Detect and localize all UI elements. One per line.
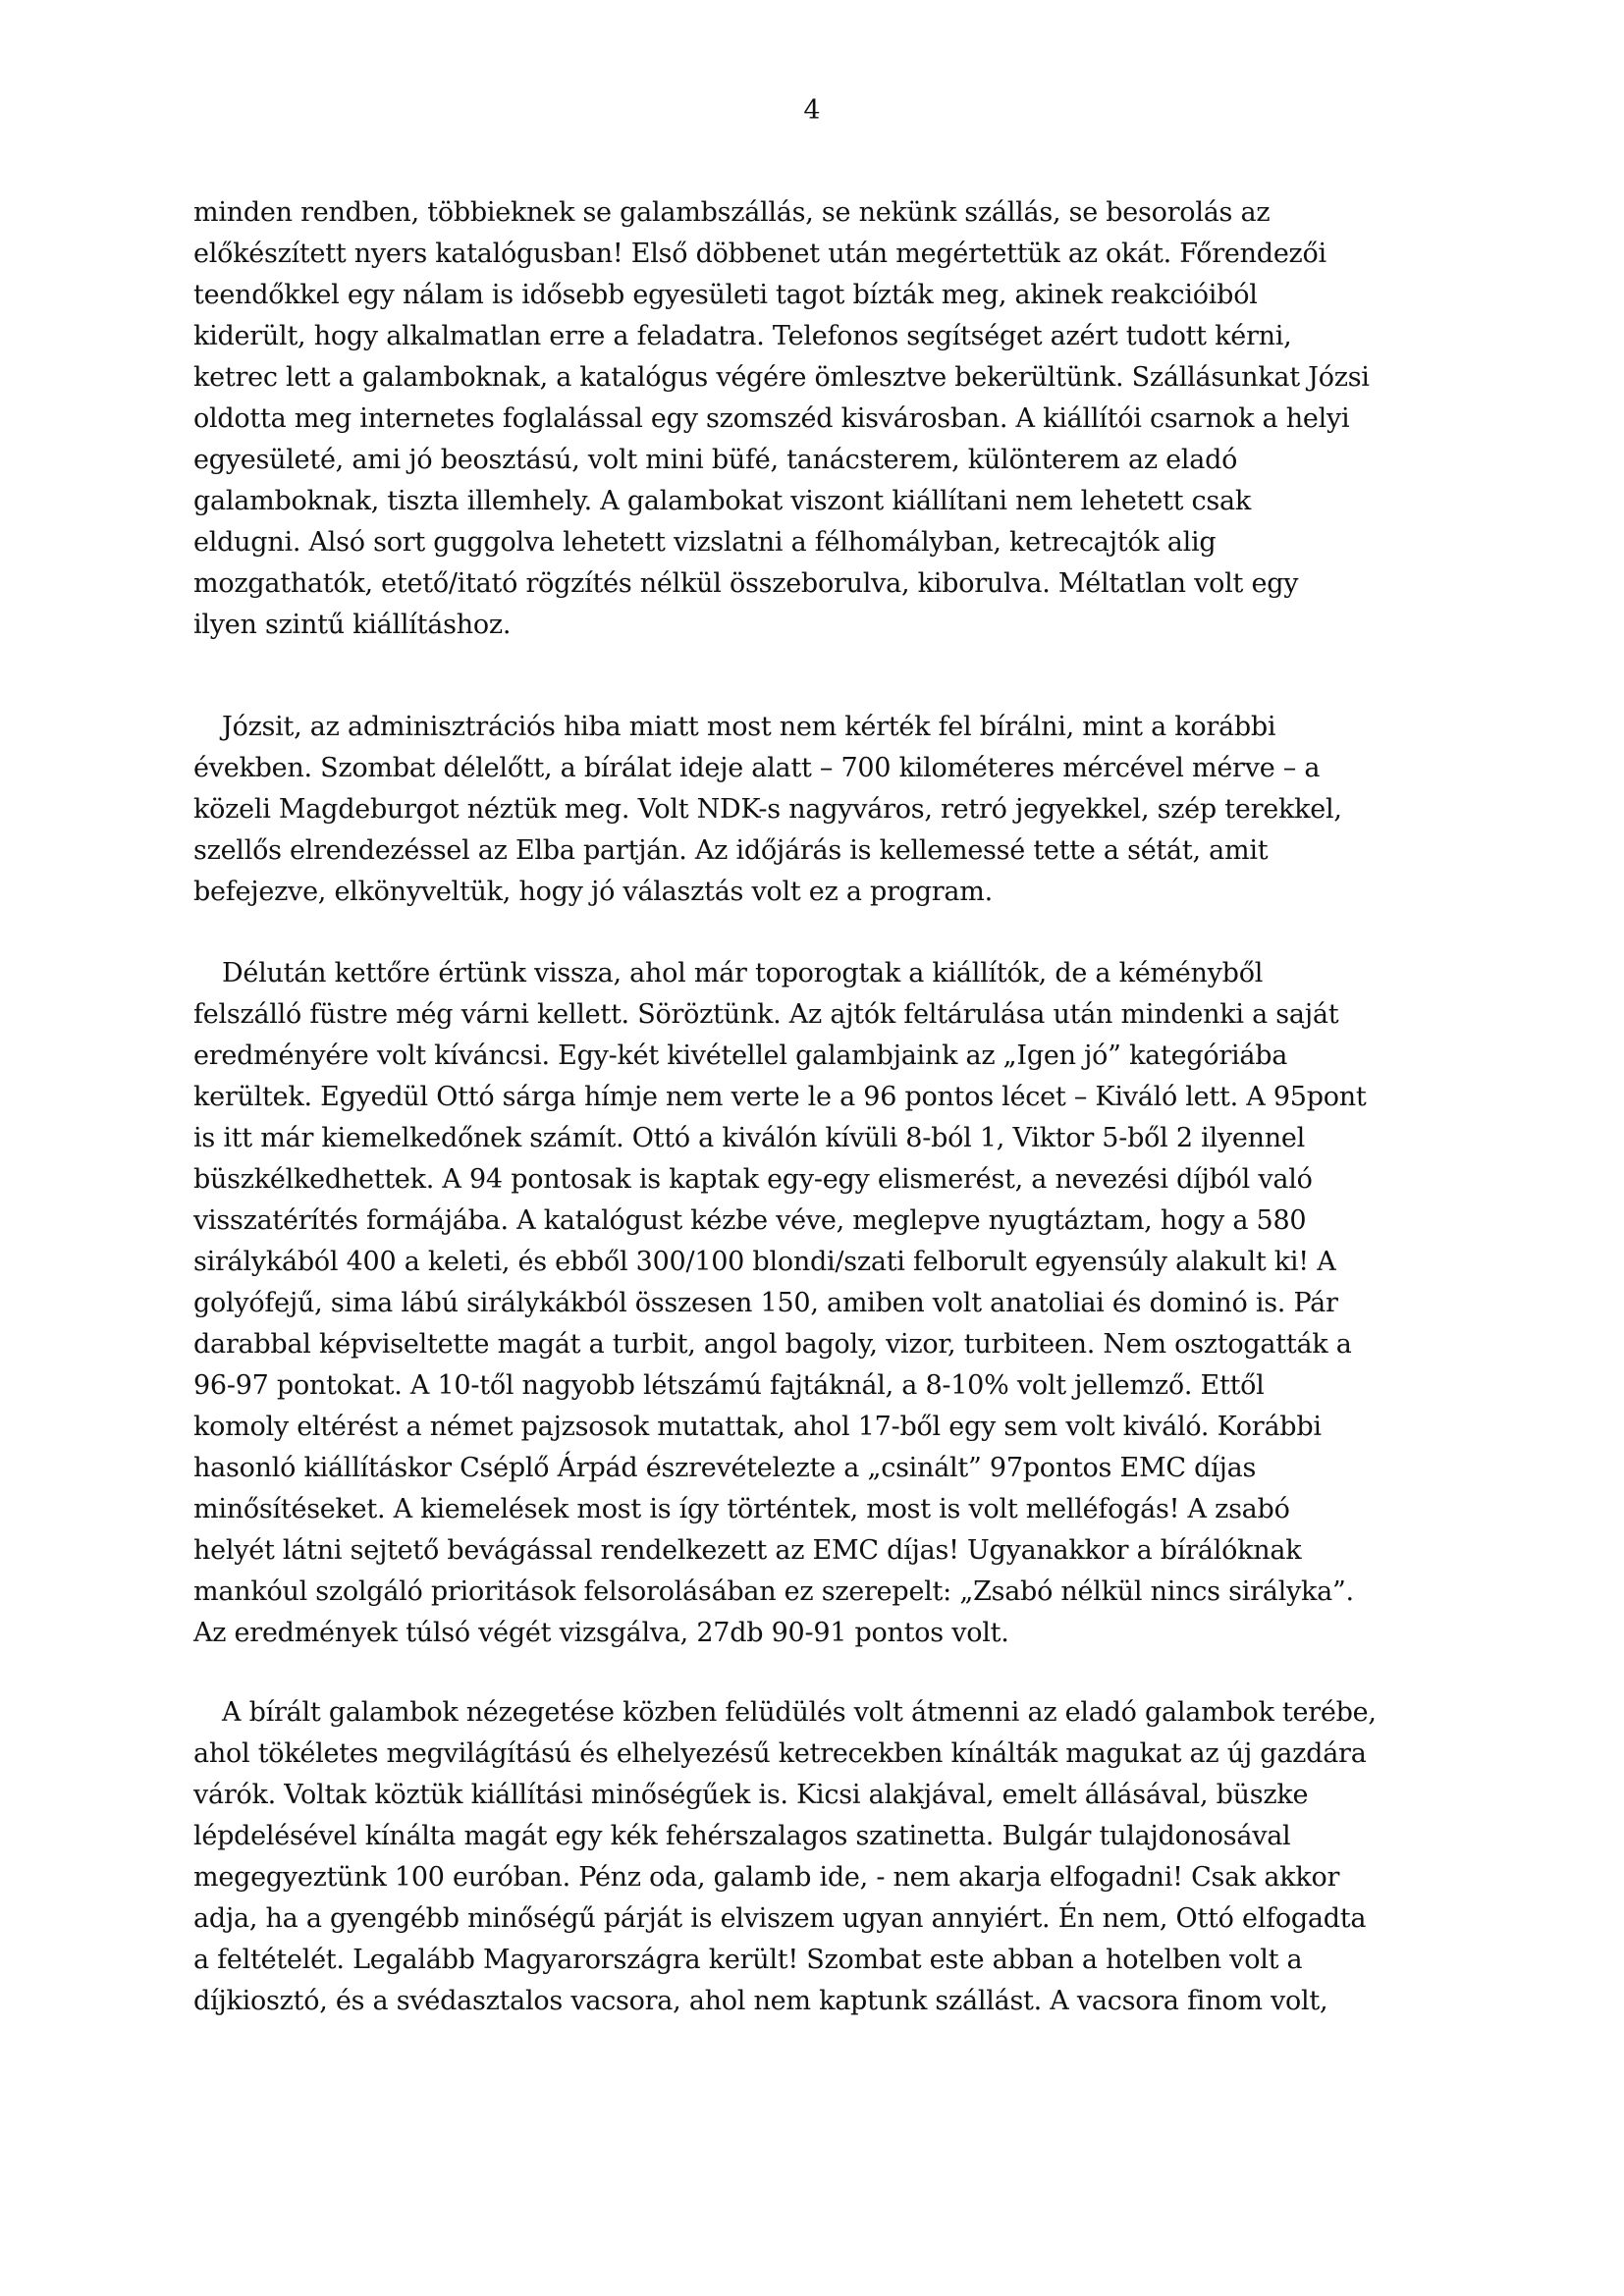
paragraph-line: szellős elrendezéssel az Elba partján. Az időjárás is kellemessé tette a sétát, amit bbox=[193, 835, 1269, 866]
paragraph-line: években. Szombat délelőtt, a bírálat ideje alatt – 700 kilométeres mércével mérve – a bbox=[193, 753, 1321, 783]
paragraph-line: teendőkkel egy nálam is idősebb egyesületi tagot bízták meg, akinek reakcióiból bbox=[193, 280, 1258, 310]
paragraph-line: kiderült, hogy alkalmatlan erre a feladatra. Telefonos segítséget azért tudott kérni, bbox=[193, 321, 1292, 351]
paragraph-line: ahol tökéletes megvilágítású és elhelyezésű ketrecekben kínálták magukat az új gazdára bbox=[193, 1738, 1367, 1769]
paragraph-line: oldotta meg internetes foglalással egy szomszéd kisvárosban. A kiállítói csarnok a helyi bbox=[193, 403, 1350, 434]
paragraph-line: Józsit, az adminisztrációs hiba miatt most nem kérték fel bírálni, mint a korábbi bbox=[222, 712, 1276, 742]
paragraph-line: kerültek. Egyedül Ottó sárga hímje nem verte le a 96 pontos lécet – Kiváló lett. A 95pont bbox=[193, 1082, 1367, 1112]
paragraph-line: galamboknak, tiszta illemhely. A galambokat viszont kiállítani nem lehetett csak bbox=[193, 486, 1251, 516]
paragraph-line: lépdelésével kínálta magát egy kék fehérszalagos szatinetta. Bulgár tulajdonosával bbox=[193, 1821, 1291, 1851]
paragraph-line: komoly eltérést a német pajzsosok mutattak, ahol 17-ből egy sem volt kiváló. Korábbi bbox=[193, 1412, 1322, 1442]
paragraph-line: is itt már kiemelkedőnek számít. Ottó a kiválón kívüli 8-ból 1, Viktor 5-ből 2 ilyennel bbox=[193, 1123, 1306, 1153]
paragraph-line: várók. Voltak köztük kiállítási minőségűek is. Kicsi alakjával, emelt állásával, büszke bbox=[193, 1780, 1309, 1810]
paragraph-line: A bírált galambok nézegetése közben felüdülés volt átmenni az eladó galambok terébe, bbox=[222, 1697, 1377, 1728]
paragraph-line: díjkiosztó, és a svédasztalos vacsora, ahol nem kaptunk szállást. A vacsora finom volt, bbox=[193, 1986, 1328, 2016]
paragraph-line: Az eredmények túlsó végét vizsgálva, 27db 90-91 pontos volt. bbox=[193, 1618, 1009, 1648]
paragraph-line: mozgathatók, etető/itató rögzítés nélkül összeborulva, kiborulva. Méltatlan volt egy bbox=[193, 568, 1299, 599]
paragraph-line: egyesületé, ami jó beosztású, volt mini büfé, tanácsterem, különterem az eladó bbox=[193, 445, 1238, 475]
paragraph-line: Délután kettőre értünk vissza, ahol már toporogtak a kiállítók, de a kéményből bbox=[222, 958, 1264, 988]
paragraph-line: golyófejű, sima lábú sirálykákból összesen 150, amiben volt anatoliai és dominó is. Pár bbox=[193, 1288, 1338, 1318]
paragraph-line: helyét látni sejtető bevágással rendelkezett az EMC díjas! Ugyanakkor a bírálóknak bbox=[193, 1535, 1302, 1566]
paragraph-line: sirálykából 400 a keleti, és ebből 300/100 blondi/szati felborult egyensúly alakult ki! A bbox=[193, 1247, 1336, 1277]
paragraph-line: eldugni. Alsó sort guggolva lehetett vizslatni a félhomályban, ketrecajtók alig bbox=[193, 527, 1217, 558]
paragraph-line: megegyeztünk 100 euróban. Pénz oda, galamb ide, - nem akarja elfogadni! Csak akkor bbox=[193, 1862, 1340, 1893]
paragraph-line: ketrec lett a galamboknak, a katalógus végére ömlesztve bekerültünk. Szállásunkat Józsi bbox=[193, 362, 1370, 393]
paragraph-line: minősítéseket. A kiemelések most is így történtek, most is volt melléfogás! A zsabó bbox=[193, 1494, 1290, 1524]
paragraph-line: közeli Magdeburgot néztük meg. Volt NDK-s nagyváros, retró jegyekkel, szép terekkel, bbox=[193, 794, 1342, 825]
paragraph-line: hasonló kiállításkor Cséplő Árpád észrevételezte a „csinált” 97pontos EMC díjas bbox=[193, 1453, 1257, 1483]
paragraph-line: befejezve, elkönyveltük, hogy jó választás volt ez a program. bbox=[193, 877, 993, 907]
paragraph-line: eredményére volt kíváncsi. Egy-két kivétellel galambjaink az „Igen jó” kategóriába bbox=[193, 1041, 1288, 1071]
paragraph-line: a feltételét. Legalább Magyarországra került! Szombat este abban a hotelben volt a bbox=[193, 1945, 1303, 1975]
paragraph-line: darabbal képviseltette magát a turbit, angol bagoly, vizor, turbiteen. Nem osztogatták a bbox=[193, 1329, 1352, 1360]
paragraph-line: felszálló füstre még várni kellett. Söröztünk. Az ajtók feltárulása után mindenki a saját bbox=[193, 999, 1339, 1030]
paragraph-line: adja, ha a gyengébb minőségű párját is elviszem ugyan annyiért. Én nem, Ottó elfogadta bbox=[193, 1903, 1367, 1934]
paragraph-line: előkészített nyers katalógusban! Első döbbenet után megértettük az okát. Főrendezői bbox=[193, 239, 1326, 269]
paragraph-line: minden rendben, többieknek se galambszállás, se nekünk szállás, se besorolás az bbox=[193, 197, 1271, 228]
paragraph-line: mankóul szolgáló prioritások felsorolásában ez szerepelt: „Zsabó nélkül nincs sirályka”. bbox=[193, 1576, 1354, 1607]
paragraph-line: büszkélkedhettek. A 94 pontosak is kaptak egy-egy elismerést, a nevezési díjból való bbox=[193, 1164, 1313, 1195]
paragraph-line: visszatérítés formájába. A katalógust kézbe véve, meglepve nyugtáztam, hogy a 580 bbox=[193, 1205, 1307, 1236]
page-number: 4 bbox=[803, 95, 821, 126]
paragraph-line: ilyen szintű kiállításhoz. bbox=[193, 610, 512, 640]
paragraph-line: 96-97 pontokat. A 10-től nagyobb létszámú fajtáknál, a 8-10% volt jellemző. Ettől bbox=[193, 1370, 1265, 1401]
